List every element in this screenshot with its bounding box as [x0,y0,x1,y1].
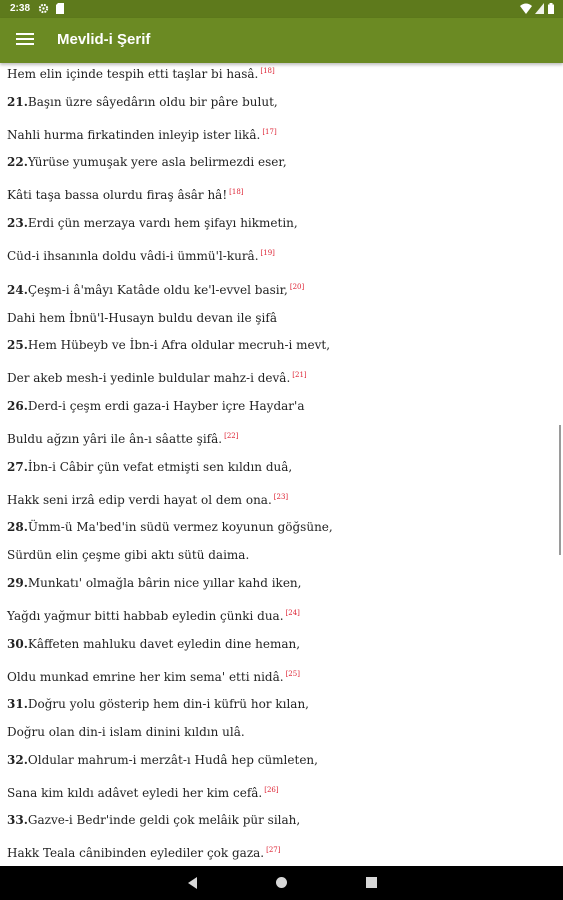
footnote-link[interactable]: [25] [285,670,300,678]
footnote-link[interactable]: [23] [273,493,289,501]
footnote-link[interactable]: [26] [264,786,279,794]
verse-line: Doğru olan din-i islam dinini kıldın ulâ. [7,725,245,739]
scrollbar-thumb[interactable] [559,425,561,555]
battery-icon [548,3,554,17]
verse-line: 31.Doğru yolu gösterip hem din-i küfrü hor kılan, [7,697,309,711]
verse-line: 30.Kâffeten mahluku davet eyledin dine heman, [7,637,301,651]
verse-line: Nahli hurma firkatinden inleyip ister likâ. [17] [7,128,277,142]
verse-line: 28.Ümm-ü Ma'bed'in südü vermez koyunun göğsüne, [7,520,333,534]
status-time: 2:38 [10,3,31,14]
navigation-bar [0,866,563,900]
sd-card-icon [56,3,64,17]
verse-line: 23.Erdi çün merzaya vardı hem şifayı hikmetin, [7,216,298,230]
verse-line: 21.Başın üzre sâyedârın oldu bir pâre bulut, [7,95,278,109]
verse-line: 26.Derd-i çeşm erdi gaza-i Hayber içre Haydar'a [7,399,305,413]
verse-line: Hem elin içinde tespih etti taşlar bi hasâ. [18] [7,67,275,81]
verse-line: 24.Çeşm-i â'mâyı Katâde oldu ke'l-evvel basir, [20] [7,283,305,297]
verse-line: 27.İbn-i Câbir çün vefat etmişti sen kıldın duâ, [7,460,293,474]
verse-line: 32.Oldular mahrum-i merzât-ı Hudâ hep cümleten, [7,753,318,767]
footnote-link[interactable]: [17] [262,128,277,136]
signal-icon [535,3,544,17]
verse-line: 25.Hem Hübeyb ve İbn-i Afra oldular mecruh-i mevt, [7,338,331,352]
hamburger-menu-icon[interactable] [14,30,36,50]
gear-icon [38,3,49,17]
footnote-link[interactable]: [19] [260,249,275,257]
verse-line: Yağdı yağmur bitti habbab eyledin çünki dua. [24] [7,609,300,623]
verse-line: Dahi hem İbnü'l-Husayn buldu devan ile şifâ [7,311,277,325]
footnote-link[interactable]: [27] [266,846,281,854]
footnote-link[interactable]: [20] [289,283,305,291]
verse-line: 29.Munkatı' olmağla bârin nice yıllar kahd iken, [7,576,302,590]
verse-line: 33.Gazve-i Bedr'inde geldi çok melâik pür silah, [7,813,301,827]
app-bar [0,18,563,63]
wifi-icon [520,3,532,17]
verse-line: Cüd-i ihsanınla doldu vâdi-i ümmü'l-kurâ. [19] [7,249,275,263]
verse-line: Hakk seni irzâ edip verdi hayat ol dem ona. [23] [7,493,289,507]
verse-line: Oldu munkad emrine her kim sema' etti nidâ. [25] [7,670,300,684]
app-title: Mevlid-i Şerif [57,31,151,48]
home-icon[interactable] [276,877,287,888]
verse-content[interactable] [0,63,563,866]
verse-line: Kâti taşa bassa olurdu firaş âsâr hâ! [18] [7,188,244,202]
footnote-link[interactable]: [24] [285,609,300,617]
footnote-link[interactable]: [21] [292,371,307,379]
verse-line: 22.Yürüse yumuşak yere asla belirmezdi eser, [7,155,287,169]
footnote-link[interactable]: [22] [224,432,239,440]
footnote-link[interactable]: [18] [260,67,275,75]
verse-line: Sürdün elin çeşme gibi aktı sütü daima. [7,548,250,562]
verse-line: Sana kim kıldı adâvet eyledi her kim cefâ. [26] [7,786,279,800]
status-bar [0,0,563,18]
recents-icon[interactable] [366,877,377,888]
footnote-link[interactable]: [18] [229,188,244,196]
verse-line: Hakk Teala cânibinden eylediler çok gaza. [27] [7,846,281,860]
verse-line: Der akeb mesh-i yedinle buldular mahz-i devâ. [21] [7,371,307,385]
back-icon[interactable] [188,877,197,889]
verse-line: Buldu ağzın yâri ile ân-ı sâatte şifâ. [22] [7,432,239,446]
